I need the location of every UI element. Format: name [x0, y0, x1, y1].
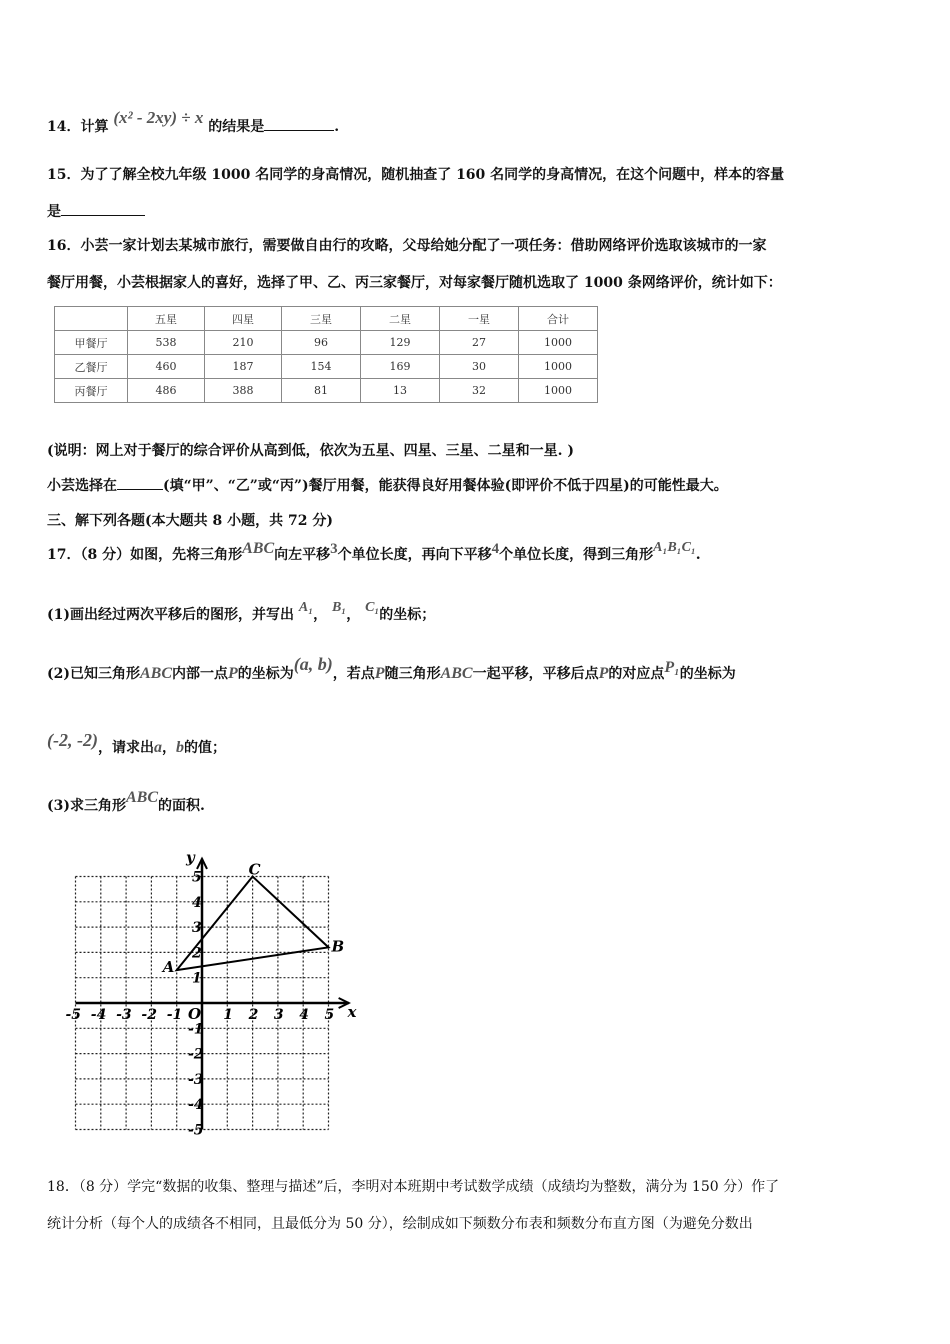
table-header-cell: 一星 — [440, 307, 519, 331]
y-tick-label: -5 — [188, 1122, 204, 1139]
y-tick-label: -2 — [188, 1046, 204, 1063]
x-tick-label: -2 — [141, 1007, 157, 1023]
q17-part1: (1)画出经过两次平移后的图形，并写出 A₁， B₁， C₁的坐标； — [47, 600, 436, 623]
table-row — [55, 355, 598, 379]
q16-note: (说明：网上对于餐厅的综合评价从高到低，依次为五星、四星、三星、二星和一星. ) — [47, 443, 574, 459]
table-row — [55, 331, 598, 355]
table-header-cell: 四星 — [205, 307, 282, 331]
point-a-label: A — [162, 958, 175, 977]
q16-line1: 16．小芸一家计划去某城市旅行，需要做自由行的攻略，父母给她分配了一项任务：借助网络评价选取该城市的一家 — [47, 238, 767, 254]
x-tick-label: 2 — [248, 1007, 259, 1023]
table-cell: 187 — [205, 355, 282, 379]
table-header-cell: 三星 — [282, 307, 361, 331]
q17-part2-cont: (-2, -2)，请求出a，b的值； — [47, 730, 226, 756]
point-c-label: C — [248, 860, 261, 879]
y-tick-label: 3 — [192, 920, 202, 937]
y-tick-label: -4 — [188, 1097, 204, 1114]
table-header-row — [55, 307, 598, 331]
q15-blank — [61, 201, 145, 216]
table-cell: 27 — [440, 331, 519, 355]
point-b-label: B — [331, 937, 345, 956]
q16-line2: 餐厅用餐，小芸根据家人的喜好，选择了甲、乙、丙三家餐厅，对每家餐厅随机选取了 1000 条网络评价，统计如下： — [47, 275, 782, 291]
q14-expression: (x² - 2xy) ÷ x — [113, 108, 204, 127]
table-row — [55, 379, 598, 403]
y-tick-label: 4 — [192, 894, 202, 911]
x-tick-label: 4 — [299, 1007, 309, 1023]
table-header-cell: 二星 — [361, 307, 440, 331]
y-tick-label: 2 — [192, 945, 202, 962]
q18-line2: 统计分析（每个人的成绩各不相同，且最低分为 50 分），绘制成如下频数分布表和频数分布直方图（为避免分数出 — [47, 1216, 753, 1232]
y-tick-label: -3 — [188, 1071, 204, 1088]
q15-line1: 15．为了了解全校九年级 1000 名同学的身高情况，随机抽查了 160 名同学的身高情况，在这个问题中，样本的容量 — [47, 167, 785, 183]
q16-question: 小芸选择在 (填“甲”、“乙”或“丙”)餐厅用餐，能获得良好用餐体验(即评价不低于四星)的可能性最大。 — [47, 475, 728, 495]
table-header-cell: 五星 — [128, 307, 205, 331]
table-header-cell — [55, 307, 128, 331]
q17-part3: (3)求三角形ABC的面积. — [47, 789, 205, 814]
y-tick-label: -1 — [188, 1021, 204, 1038]
section-3-heading: 三、解下列各题(本大题共 8 小题，共 72 分) — [47, 513, 333, 529]
table-cell: 154 — [282, 355, 361, 379]
origin-label: O — [188, 1005, 202, 1023]
y-axis-label: y — [186, 850, 195, 867]
q16-blank — [117, 475, 163, 490]
table-cell: 甲餐厅 — [55, 331, 128, 355]
coordinate-grid-figure — [62, 850, 362, 1144]
table-cell: 乙餐厅 — [55, 355, 128, 379]
table-cell: 388 — [205, 379, 282, 403]
table-cell: 1000 — [519, 355, 598, 379]
x-tick-label: 3 — [273, 1007, 284, 1023]
q14-blank — [264, 116, 334, 131]
table-cell: 538 — [128, 331, 205, 355]
table-cell: 210 — [205, 331, 282, 355]
q18-line1: 18．（8 分）学完“数据的收集、整理与描述”后，李明对本班期中考试数学成绩（成绩均为整数，满分为 150 分）作了 — [47, 1179, 780, 1195]
table-cell: 169 — [361, 355, 440, 379]
table-cell: 32 — [440, 379, 519, 403]
table-cell: 丙餐厅 — [55, 379, 128, 403]
x-tick-label: -4 — [90, 1007, 107, 1023]
table-cell: 129 — [361, 331, 440, 355]
q17-part2: (2)已知三角形ABC内部一点P的坐标为(a, b)，若点P随三角形ABC一起平移，平移后点P的对应点P₁的坐标为 — [47, 654, 736, 682]
q17-intro: 17．（8 分）如图，先将三角形ABC向左平移3个单位长度，再向下平移4个单位长度，得到三角形A₁B₁C₁. — [47, 540, 701, 563]
table-header-cell: 合计 — [519, 307, 598, 331]
x-tick-label: 5 — [324, 1007, 335, 1023]
q14: 14．计算 (x² - 2xy) ÷ x 的结果是 . — [47, 108, 340, 135]
table-cell: 96 — [282, 331, 361, 355]
table-cell: 1000 — [519, 331, 598, 355]
x-axis-label: x — [347, 1003, 357, 1021]
y-tick-label: 1 — [192, 970, 202, 987]
q15-line2: 是 — [47, 201, 145, 221]
coordinate-grid — [62, 850, 362, 1140]
x-tick-label: 1 — [223, 1007, 234, 1023]
y-tick-label: 5 — [192, 869, 202, 886]
restaurant-rating-table — [54, 306, 598, 403]
table-cell: 30 — [440, 355, 519, 379]
table-cell: 486 — [128, 379, 205, 403]
x-tick-label: -3 — [116, 1007, 132, 1023]
table-cell: 460 — [128, 355, 205, 379]
x-tick-label: -1 — [166, 1007, 183, 1023]
table-cell: 81 — [282, 379, 361, 403]
table-cell: 1000 — [519, 379, 598, 403]
table-cell: 13 — [361, 379, 440, 403]
x-tick-label: -5 — [65, 1007, 82, 1023]
